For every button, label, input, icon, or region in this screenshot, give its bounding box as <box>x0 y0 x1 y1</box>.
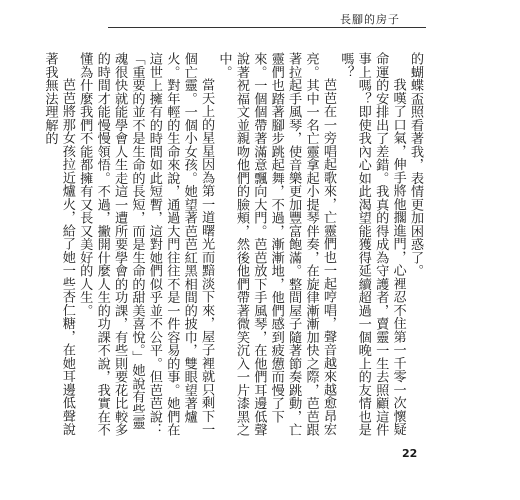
paragraph-2: 我嘆了口氣，伸手將他擱進門，心裡忍不住第一千零一次懷疑命運的安排出了差錯。我真的得成為守護者，賣靈一生去照顧這件事上嗎？即使我內心如此渴望能獲得延續超過一個晚上的友情也是嗎？ <box>338 52 406 437</box>
page-number: 22 <box>402 447 418 460</box>
paragraph-3: 芭芭在一旁唱起歌來，亡靈們也一起哼唱，聲音越來越愈昂宏亮。其中一名亡靈拿起小提琴伴奏，在旋律漸漸加快之際，芭芭跟著拉起手風琴，使音樂更加豐富飽滿。整間屋子隨著節奏跳動，亡靈們也踏著腳步跳起舞，不過，漸漸地，他們感到疲憊而慢了下來。一個個帶著滿意飄向大門。芭芭放下手風琴，在他們耳邊低聲說著祝福文並親吻他們的臉頰，然後他們帶著微笑沉入一片漆黑之中。 <box>216 52 336 437</box>
header-rule <box>108 27 426 28</box>
paragraph-4: 當天上的星星因為第一道曙光而黯淡下來，屋子裡就只剩下一個亡靈。一個小女孩。她望著芭芭紅黑相間的披巾，雙眼望著爐火。對年輕的生命來說，通過大門往往不是一件容易的事。她們在這世上擁有的時間如此短暫，這對她們似乎並不公平。但芭芭說：「重要的並不是生命的長短，而是生命的甜美喜悅。」她說有些靈魂很快就能學會人生走這一遭所要學會的功課，有些則要花比較多的時間才能慢慢領悟。不過，撇開什麼人生的功課不說，我實在不懂為什麼我們不能都擁有又長又美好的人生。 <box>77 52 215 437</box>
paragraph-5: 芭芭將那女孩拉近爐火，給了她一些杏仁糖，在她耳邊低聲說著我無法理解的 <box>42 52 75 437</box>
running-title: 長腳的房子 <box>340 13 400 26</box>
paragraph-1: 的蝴蝶盃照看著我，表情更加困惑了。 <box>408 52 423 278</box>
body-text <box>41 52 424 440</box>
